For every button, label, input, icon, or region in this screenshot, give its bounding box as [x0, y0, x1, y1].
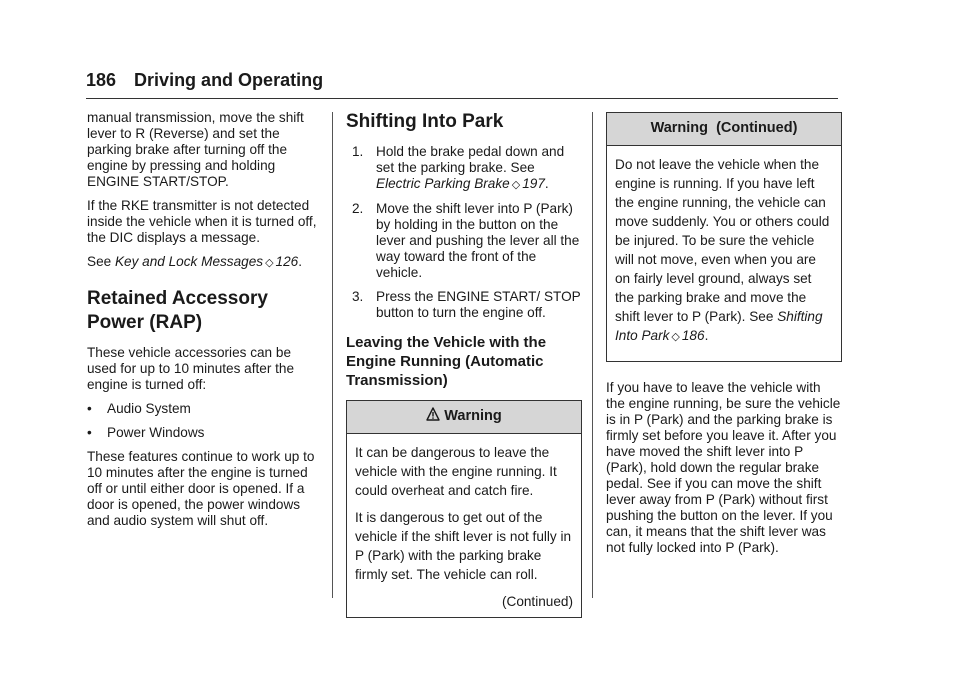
cross-reference: See Key and Lock Messages ◇ 126. [87, 254, 303, 269]
section-heading: Shifting Into Park [346, 111, 504, 132]
section-title: Driving and Operating [134, 70, 324, 90]
section-heading: Retained Accessory Power (RAP) [87, 288, 268, 333]
list-item: • Power Windows [87, 425, 205, 440]
column-divider [592, 112, 593, 598]
warning-body [347, 434, 581, 617]
xref-page[interactable]: 186 [681, 328, 705, 343]
list-item: 1. Hold the brake pedal down and set the parking brake. See Electric Parking Brake ◇ 197. [352, 144, 565, 191]
paragraph: These features continue to work up to 10 minutes after the engine is turned off or until either door is opened. If a door is opened, the power windows and audio system will shut off. [87, 449, 315, 528]
list-item: 3. Press the ENGINE START/ STOP button to turn the engine off. [352, 289, 581, 320]
warning-box [346, 400, 582, 618]
column-2 [346, 110, 582, 618]
warning-header [607, 113, 841, 146]
paragraph: If the RKE transmitter is not detected inside the vehicle when it is turned off, the DIC displays a message. [87, 198, 317, 245]
paragraph: Do not leave the vehicle when the engine is running. If you have left the engine running, the vehicle can move suddenly. You or others could be injured. To be sure the vehicle will not move, even when you are on fairly level ground, always set the parking brake and move the shift lever to P (Park). See Shifting Into Park ◇ 186. [615, 157, 830, 343]
paragraph: If you have to leave the vehicle with the engine running, be sure the vehicle is in P (Park) and the parking brake is firmly set before you leave it. After you have moved the shift lever into P (Park), hold down the regular brake pedal. See if you can move the shift lever away from P (Park) without first pushing the button on the lever. If you can, it means that the shift lever was not fully locked into P (Park). [606, 380, 841, 555]
warning-title: Warning (Continued) [650, 120, 798, 136]
bullet-icon: • [87, 401, 92, 416]
page-reference-arrow-icon: ◇ [671, 331, 680, 343]
paragraph: It can be dangerous to leave the vehicle with the engine running. It could overheat and catch fire. [355, 445, 557, 498]
paragraph: It is dangerous to get out of the vehicle if the shift lever is not fully in P (Park) with the parking brake firmly set. The vehicle can roll. [355, 510, 572, 582]
warning-triangle-icon [426, 407, 440, 421]
list-item: 2. Move the shift lever into P (Park) by holding in the button on the lever and pushing the lever all the way toward the front of the vehicle. [352, 201, 580, 280]
header-rule [86, 98, 838, 99]
warning-title: Warning [444, 408, 502, 424]
xref-link[interactable]: Electric Parking Brake [376, 176, 510, 191]
continued-label: (Continued) [501, 594, 573, 609]
page-reference-arrow-icon: ◇ [511, 179, 521, 191]
xref-link[interactable]: Shifting Into Park [615, 309, 823, 343]
paragraph: These vehicle accessories can be used for up to 10 minutes after the engine is turned off: [87, 345, 295, 392]
column-1 [87, 110, 323, 537]
subsection-heading: Leaving the Vehicle with the Engine Running (Automatic Transmission) [346, 334, 547, 389]
bullet-icon: • [87, 425, 92, 440]
page-header [86, 70, 323, 91]
list-item: • Audio System [87, 401, 191, 416]
warning-body [607, 146, 841, 361]
steps-list [346, 144, 582, 321]
page-number: 186 [86, 70, 117, 90]
warning-header [347, 401, 581, 434]
xref-link[interactable]: Key and Lock Messages [114, 254, 264, 269]
xref-page[interactable]: 126 [275, 254, 299, 269]
page-reference-arrow-icon: ◇ [265, 257, 274, 269]
paragraph: manual transmission, move the shift lever to R (Reverse) and set the parking brake after turning off the engine by pressing and holding ENGINE START/STOP. [87, 110, 304, 189]
xref-page[interactable]: 197 [522, 176, 545, 191]
warning-box [606, 112, 842, 362]
column-3 [606, 110, 842, 564]
column-divider [332, 112, 333, 598]
